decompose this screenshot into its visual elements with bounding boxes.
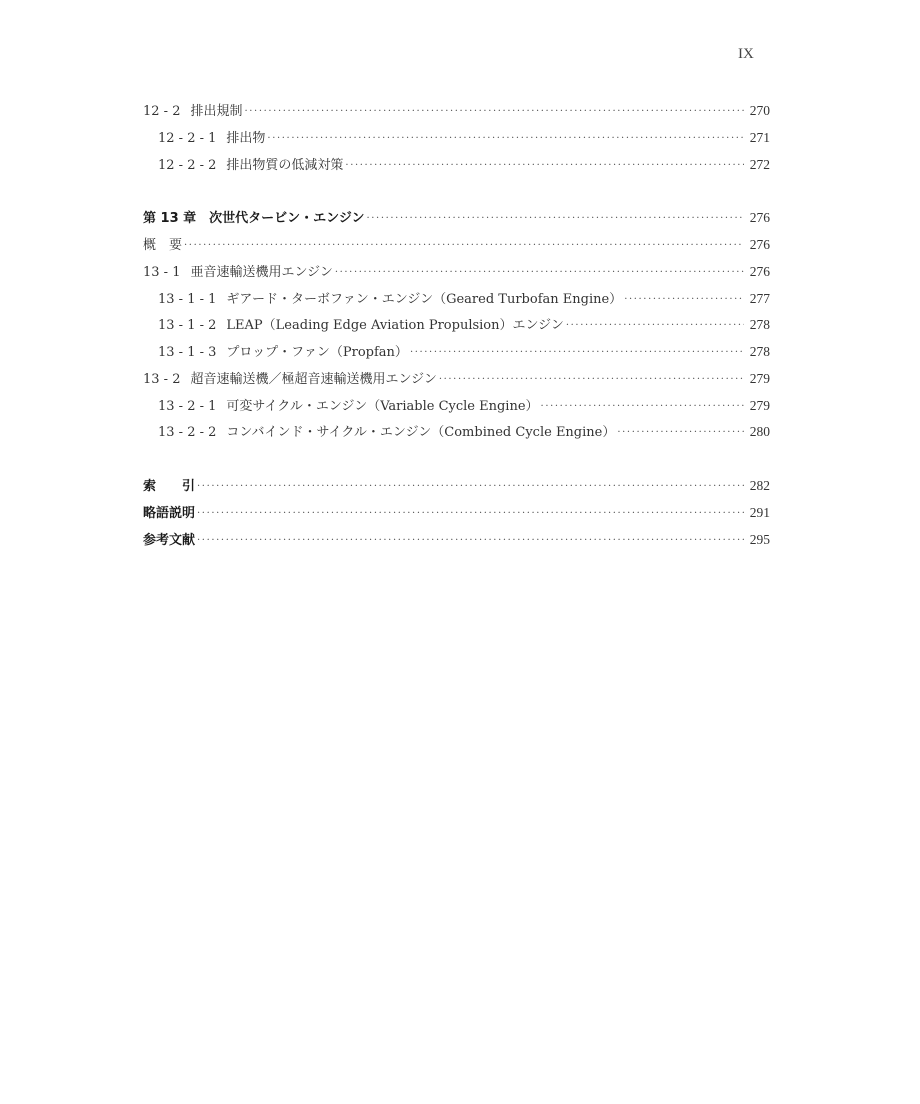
toc-entry-title: 亜音速輸送機用エンジン xyxy=(190,264,333,280)
dot-leader xyxy=(197,528,744,555)
toc-entry-title: ギアード・ターボファン・エンジン（Geared Turbofan Engine） xyxy=(226,291,623,307)
toc-entry[interactable] xyxy=(143,232,770,259)
toc-entry-number: 12 - 2 xyxy=(143,104,181,119)
toc-entry-page: 278 xyxy=(749,317,770,333)
toc-entry-references[interactable] xyxy=(143,527,770,554)
toc-entry-page: 280 xyxy=(749,424,770,440)
toc-entry-page: 291 xyxy=(749,504,770,520)
toc-entry-title: LEAP（Leading Edge Aviation Propulsion）エンジン xyxy=(226,318,564,334)
toc-entry[interactable] xyxy=(143,286,770,313)
dot-leader xyxy=(439,367,744,394)
toc-entry[interactable] xyxy=(143,393,770,420)
toc-entry-title: 概 要 xyxy=(143,238,183,253)
toc-entry-number: 13 - 2 xyxy=(143,371,181,387)
toc-entry-title: プロップ・ファン（Propfan） xyxy=(226,345,408,360)
toc-entry[interactable] xyxy=(143,152,770,179)
toc-entry[interactable] xyxy=(143,312,770,339)
dot-leader xyxy=(367,206,745,233)
toc-entry-page: 282 xyxy=(749,478,770,493)
dot-leader xyxy=(345,153,744,180)
toc-entry-number: 13 - 2 - 2 xyxy=(158,425,217,441)
dot-leader xyxy=(197,501,744,528)
dot-leader xyxy=(410,340,744,367)
toc-entry-page: 276 xyxy=(749,237,770,252)
toc-entry-page: 272 xyxy=(749,156,770,172)
toc-entry[interactable] xyxy=(143,339,770,366)
toc-entry-title: 排出規制 xyxy=(190,104,243,119)
dot-leader xyxy=(267,126,744,153)
toc-entry-number: 12 - 2 - 2 xyxy=(158,157,217,173)
toc-entry-index[interactable] xyxy=(143,473,770,500)
toc-entry-number: 13 - 1 - 3 xyxy=(158,345,217,360)
dot-leader xyxy=(624,287,744,314)
toc-entry-page: 295 xyxy=(749,531,770,547)
toc-entry-number: 12 - 2 - 1 xyxy=(158,130,217,146)
table-of-contents xyxy=(143,98,770,553)
toc-entry-page: 271 xyxy=(749,129,770,145)
toc-entry-page: 279 xyxy=(749,370,770,386)
toc-entry-title: 略語説明 xyxy=(143,505,196,521)
toc-entry-title: 排出物 xyxy=(226,130,266,146)
toc-entry-number: 13 - 2 - 1 xyxy=(158,398,217,414)
toc-entry-title: 可変サイクル・エンジン（Variable Cycle Engine） xyxy=(226,398,539,414)
dot-leader xyxy=(197,474,744,501)
toc-entry-title: 排出物質の低減対策 xyxy=(226,157,344,173)
toc-chapter-heading[interactable] xyxy=(143,205,770,232)
toc-entry-title: 索 引 xyxy=(143,479,196,494)
toc-entry-page: 277 xyxy=(749,290,770,306)
toc-back-matter xyxy=(143,473,770,553)
toc-entry-page: 278 xyxy=(749,344,770,359)
toc-entry-title: 超音速輸送機／極超音速輸送機用エンジン xyxy=(190,371,437,387)
dot-leader xyxy=(245,99,745,126)
toc-entry-abbreviations[interactable] xyxy=(143,500,770,527)
toc-section-12-2 xyxy=(143,98,770,178)
toc-entry[interactable] xyxy=(143,259,770,286)
toc-entry-page: 276 xyxy=(749,210,770,226)
toc-entry-number: 13 - 1 xyxy=(143,264,181,280)
dot-leader xyxy=(566,313,744,340)
toc-entry-number: 13 - 1 - 1 xyxy=(158,291,217,307)
dot-leader xyxy=(541,394,744,421)
page-number: IX xyxy=(738,46,754,62)
toc-entry[interactable] xyxy=(143,125,770,152)
dot-leader xyxy=(335,260,744,287)
toc-entry[interactable] xyxy=(143,366,770,393)
toc-entry[interactable] xyxy=(143,419,770,446)
toc-entry-page: 276 xyxy=(749,263,770,279)
dot-leader xyxy=(617,420,744,447)
toc-entry-title: 第 13 章 次世代タービン・エンジン xyxy=(143,211,365,227)
toc-chapter-13 xyxy=(143,205,770,446)
toc-entry-page: 279 xyxy=(749,397,770,413)
toc-entry-page: 270 xyxy=(749,103,770,118)
toc-entry-title: コンバインド・サイクル・エンジン（Combined Cycle Engine） xyxy=(226,425,616,441)
toc-entry[interactable] xyxy=(143,98,770,125)
toc-entry-title: 参考文献 xyxy=(143,532,196,548)
toc-entry-number: 13 - 1 - 2 xyxy=(158,318,217,334)
dot-leader xyxy=(184,233,744,260)
